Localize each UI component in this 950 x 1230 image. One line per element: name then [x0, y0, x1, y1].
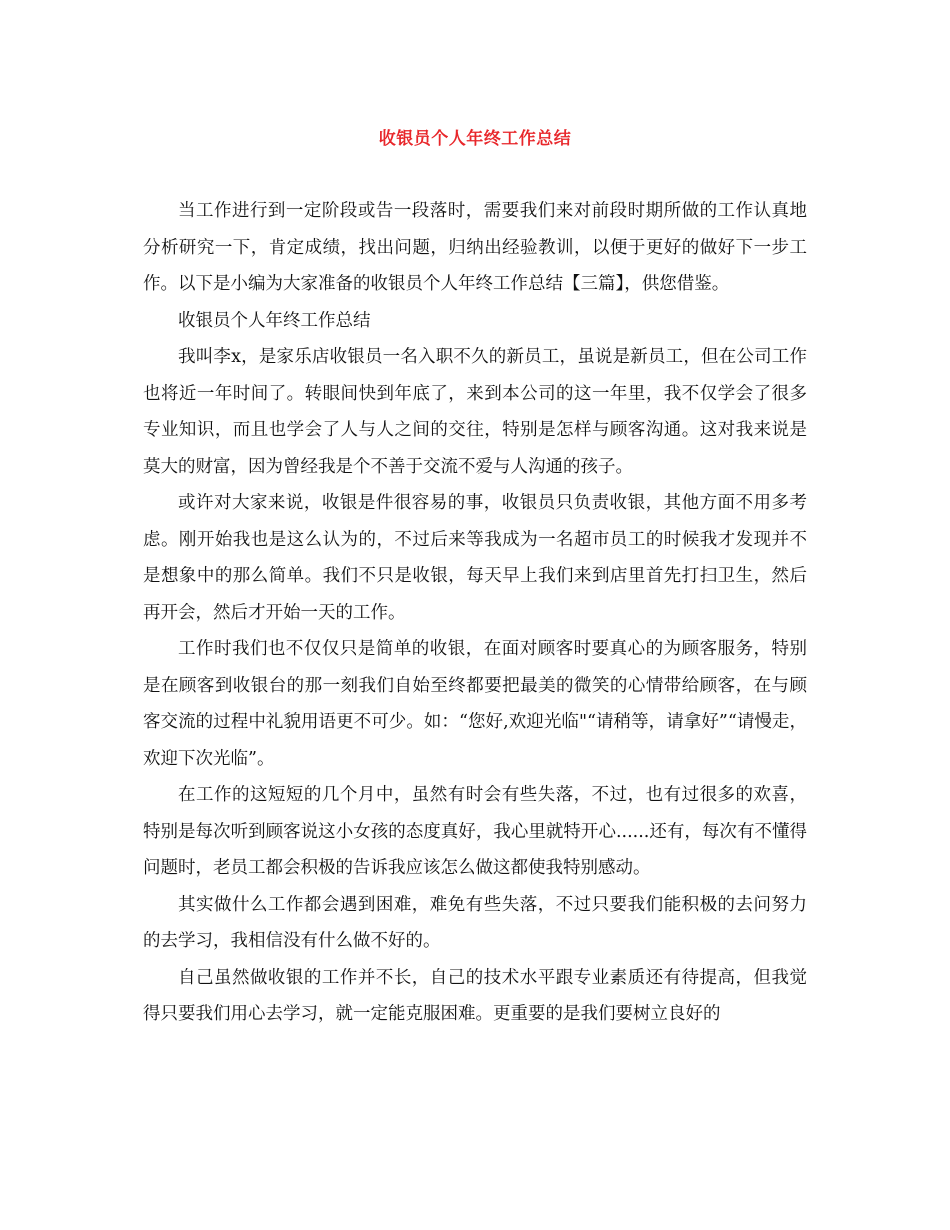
- document-body: [143, 193, 807, 1033]
- document-title: 收银员个人年终工作总结: [378, 129, 572, 149]
- body-paragraph: 工作时我们也不仅仅只是简单的收银，在面对顾客时要真心的为顾客服务，特别是在顾客到收银台的那一刻我们自始至终都要把最美的微笑的心情带给顾客，在与顾客交流的过程中礼貌用语更不可少。如：“您好,欢迎光临"“请稍等，请拿好”“请慢走，欢迎下次光临”。: [143, 639, 807, 769]
- body-paragraph: 自己虽然做收银的工作并不长，自己的技术水平跟专业素质还有待提高，但我觉得只要我们用心去学习，就一定能克服困难。更重要的是我们要树立良好的: [143, 967, 807, 1024]
- body-paragraph: 我叫李x，是家乐店收银员一名入职不久的新员工，虽说是新员工，但在公司工作也将近一年时间了。转眼间快到年底了，来到本公司的这一年里，我不仅学会了很多专业知识，而且也学会了人与人之间的交往，特别是怎样与顾客沟通。这对我来说是莫大的财富，因为曾经我是个不善于交流不爱与人沟通的孩子。: [143, 347, 807, 477]
- body-paragraph: 或许对大家来说，收银是件很容易的事，收银员只负责收银，其他方面不用多考虑。刚开始我也是这么认为的，不过后来等我成为一名超市员工的时候我才发现并不是想象中的那么简单。我们不只是收银，每天早上我们来到店里首先打扫卫生，然后再开会，然后才开始一天的工作。: [143, 493, 807, 623]
- body-paragraph: 在工作的这短短的几个月中，虽然有时会有些失落，不过，也有过很多的欢喜，特别是每次听到顾客说这小女孩的态度真好，我心里就特开心......还有，每次有不懂得问题时，老员工都会积极的告诉我应该怎么做这都使我特别感动。: [143, 785, 807, 878]
- intro-paragraph: 当工作进行到一定阶段或告一段落时，需要我们来对前段时期所做的工作认真地分析研究一下，肯定成绩，找出问题，归纳出经验教训，以便于更好的做好下一步工作。以下是小编为大家准备的收银员个人年终工作总结【三篇】，供您借鉴。: [143, 201, 807, 294]
- section-heading: 收银员个人年终工作总结: [178, 310, 371, 331]
- body-paragraph: 其实做什么工作都会遇到困难，难免有些失落，不过只要我们能积极的去问努力的去学习，我相信没有什么做不好的。: [143, 894, 807, 951]
